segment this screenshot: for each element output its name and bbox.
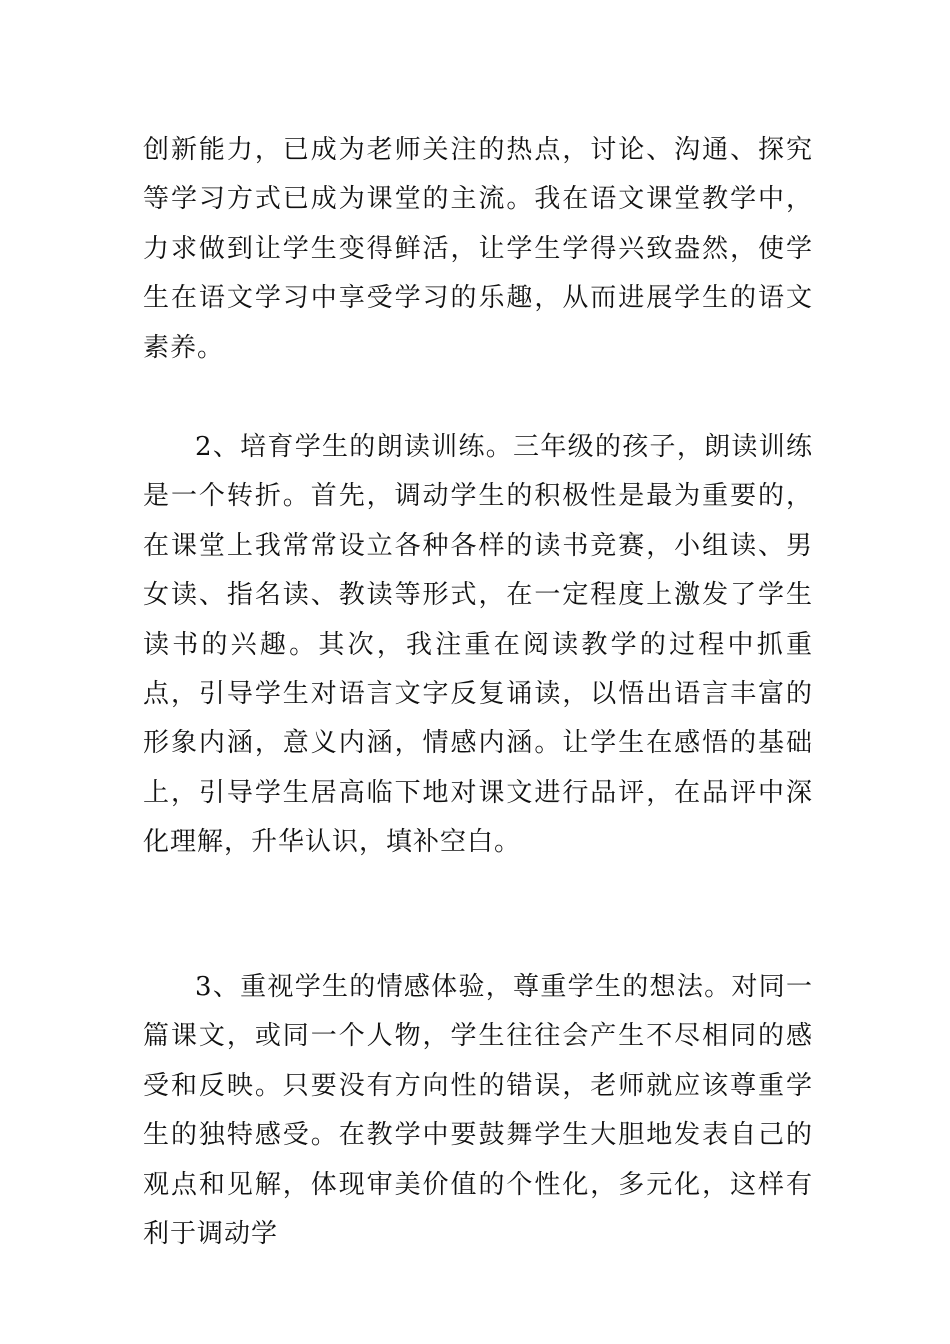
paragraph-emotional-experience: 3、重视学生的情感体验，尊重学生的想法。对同一篇课文，或同一个人物，学生往往会产生不尽相同的感受和反映。只要没有方向性的错误，老师就应该尊重学生的独特感受。在教学中要鼓舞学生大胆地发表自己的观点和见解，体现审美价值的个性化，多元化，这样有利于调动学: [143, 972, 813, 1250]
paragraph-continuation: 创新能力，已成为老师关注的热点，讨论、沟通、探究等学习方式已成为课堂的主流。我在语文课堂教学中，力求做到让学生变得鲜活，让学生学得兴致盎然，使学生在语文学习中享受学习的乐趣，从而进展学生的语文素养。: [143, 135, 813, 363]
paragraph-reading-training: 2、培育学生的朗读训练。三年级的孩子，朗读训练是一个转折。首先，调动学生的积极性是最为重要的，在课堂上我常常设立各种各样的读书竞赛，小组读、男女读、指名读、教读等形式，在一定程度上激发了学生读书的兴趣。其次，我注重在阅读教学的过程中抓重点，引导学生对语言文字反复诵读，以悟出语言丰富的形象内涵，意义内涵，情感内涵。让学生在感悟的基础上，引导学生居高临下地对课文进行品评，在品评中深化理解，升华认识，填补空白。: [143, 432, 813, 858]
